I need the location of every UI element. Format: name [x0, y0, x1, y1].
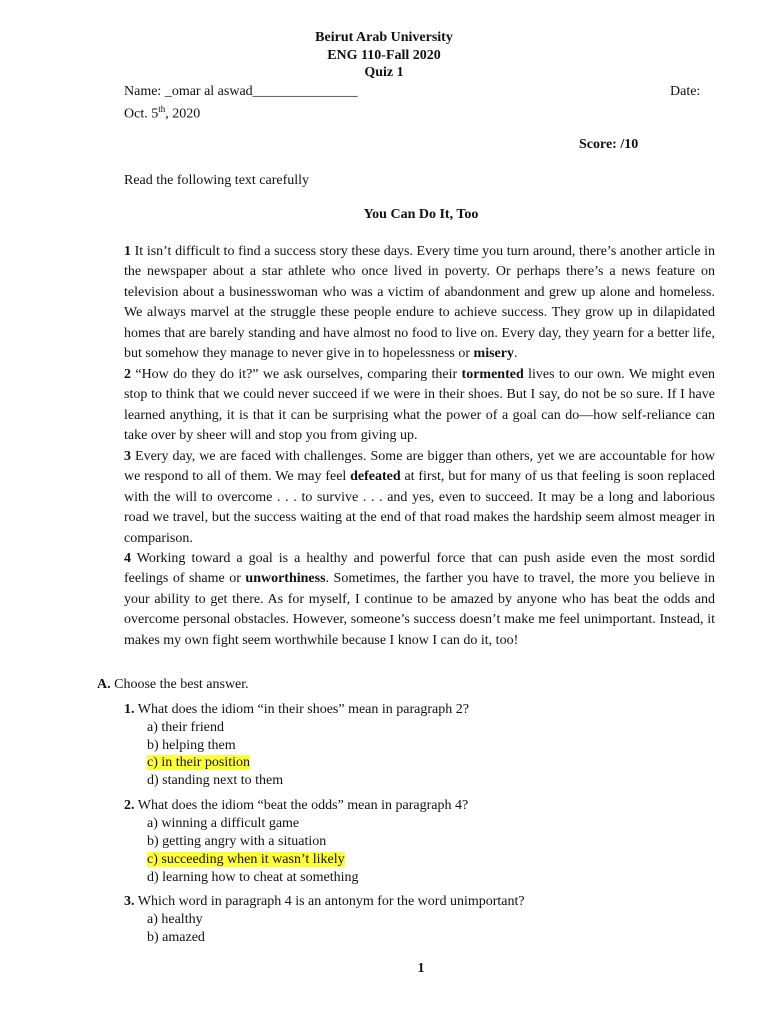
date-label: Date:: [670, 84, 701, 99]
date-superscript: th: [158, 104, 166, 114]
q2-option-d: d) learning how to cheat at something: [147, 870, 359, 885]
vocab-word: tormented: [461, 367, 524, 382]
paragraph-number: 2: [124, 367, 131, 382]
score-label: Score: /10: [579, 137, 639, 152]
course-title: ENG 110-Fall 2020: [327, 48, 441, 63]
quiz-date: [124, 101, 200, 123]
paragraph-2: [124, 365, 715, 447]
paragraph-text: lives to our own. We might even stop to think that we could never succeed if we were in their shoes. But I say, do not be so sure. If I have learned anything, it is that it can be surprising what the power of a goal can do—how self-reliance can take over by sheer will and stop you from giving up.: [124, 367, 715, 444]
passage-title: You Can Do It, Too: [363, 207, 479, 222]
question-text: Which word in paragraph 4 is an antonym for the word unimportant?: [134, 894, 525, 909]
question-number: 2.: [124, 798, 135, 813]
vocab-word: misery: [473, 346, 514, 362]
quiz-title: Quiz 1: [364, 65, 404, 80]
date-prefix: Oct. 5: [124, 106, 159, 122]
reading-instruction: Read the following text carefully: [124, 173, 310, 188]
paragraph-number: 3: [124, 449, 131, 464]
paragraph-text: “How do they do it?” we ask ourselves, comparing their: [131, 367, 462, 382]
date-suffix: , 2020: [165, 106, 201, 122]
paragraph-text: It isn’t difficult to find a success story these days. Every time you turn around, there’s another article in the newspaper about a star athlete who once lived in poverty. Or perhaps there’s a news feature on television about a businesswoman who was a victim of abandonment and grew up alone and homeless. We always marvel at the struggle these people endure to achieve success. They grow up in dilapidated homes that are barely standing and have almost no food to live on. Every day, they yearn for a better life, but somehow they manage to never give in to hopelessness or: [124, 244, 715, 362]
university-name: Beirut Arab University: [315, 30, 453, 45]
question-text: What does the idiom “in their shoes” mean in paragraph 2?: [134, 702, 469, 717]
section-a-instruction: [97, 676, 249, 694]
paragraph-3: [124, 447, 715, 549]
student-name-line: Name: _omar al aswad_______________: [124, 84, 358, 99]
answer-highlight: c) in their position: [147, 755, 251, 770]
paragraph-number: 1: [124, 244, 131, 259]
paragraph-text: at first, but for many of us that feeling is soon replaced with the will to overcome . . . to survive . . . and yes, even to succeed. It may be a long and laborious road we travel, but the success waiting at the end of that road makes the hardship seem almost meager in comparison.: [124, 469, 716, 546]
q1-option-d: d) standing next to them: [147, 773, 284, 788]
paragraph-text: .: [513, 346, 518, 362]
q3-option-a: a) healthy: [147, 912, 203, 927]
q1-option-b: b) helping them: [147, 738, 236, 753]
question-number: 3.: [124, 894, 135, 909]
vocab-word: defeated: [350, 469, 401, 485]
q2-option-b: b) getting angry with a situation: [147, 834, 327, 849]
q1-option-c-selected: [147, 754, 250, 772]
question-text: What does the idiom “beat the odds” mean in paragraph 4?: [134, 798, 469, 813]
paragraph-text: Every day, we are faced with challenges. Some are bigger than others, yet we are accountable for how we respond to all of them. We may feel: [124, 449, 715, 485]
paragraph-text: . Sometimes, the farther you have to travel, the more you believe in your ability to get there. As for myself, I continue to be amazed by anyone who has beat the odds and overcome personal obstacles. However, someone’s success doesn’t make me feel unimportant. Instead, it makes my own fight seem worthwhile because I know I can do it, too!: [124, 571, 715, 648]
section-instruction-text: Choose the best answer.: [110, 677, 249, 692]
question-2: [124, 797, 468, 815]
page-number: 1: [417, 961, 425, 976]
paragraph-number: 4: [124, 551, 131, 566]
q3-option-b: b) amazed: [147, 930, 205, 945]
paragraph-4: [124, 549, 715, 651]
section-label: A.: [97, 677, 111, 692]
vocab-word: unworthiness: [245, 571, 326, 587]
question-number: 1.: [124, 702, 135, 717]
paragraph-1: [124, 242, 715, 364]
q2-option-c-selected: [147, 851, 345, 869]
answer-highlight: c) succeeding when it wasn’t likely: [147, 852, 345, 867]
paragraph-text: Working toward a goal is a healthy and powerful force that can push aside even the most sordid feelings of shame or: [124, 551, 715, 587]
question-3: [124, 893, 525, 911]
q2-option-a: a) winning a difficult game: [147, 816, 300, 831]
question-1: [124, 701, 469, 719]
q1-option-a: a) their friend: [147, 720, 224, 735]
